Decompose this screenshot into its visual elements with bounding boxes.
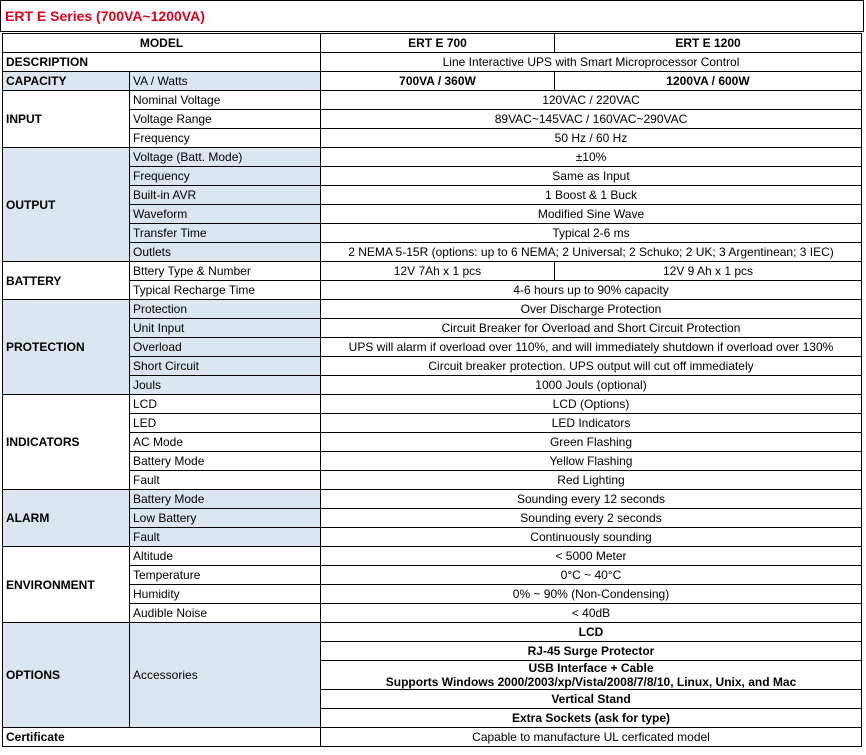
protection-row xyxy=(3,357,862,376)
environment-row xyxy=(3,585,862,604)
alarm-row-value: Sounding every 12 seconds xyxy=(321,490,862,509)
input-row-label: Frequency xyxy=(130,129,321,148)
header-row xyxy=(3,34,862,53)
options-label: OPTIONS xyxy=(3,623,130,728)
battery-recharge-value: 4-6 hours up to 90% capacity xyxy=(321,281,862,300)
environment-label: ENVIRONMENT xyxy=(3,547,130,623)
indicators-row-value: Green Flashing xyxy=(321,433,862,452)
capacity-row xyxy=(3,72,862,91)
indicators-row-value: LCD (Options) xyxy=(321,395,862,414)
indicators-row-label: LED xyxy=(130,414,321,433)
battery-label: BATTERY xyxy=(3,262,130,300)
series-title: ERT E Series (700VA~1200VA) xyxy=(5,8,205,24)
battery-type-label: Bttery Type & Number xyxy=(130,262,321,281)
battery-type-1200: 12V 9 Ah x 1 pcs xyxy=(555,262,862,281)
output-row-value: Same as Input xyxy=(321,167,862,186)
output-row xyxy=(3,167,862,186)
indicators-row-label: LCD xyxy=(130,395,321,414)
options-row xyxy=(3,623,862,642)
output-label: OUTPUT xyxy=(3,148,130,262)
options-item: RJ-45 Surge Protector xyxy=(321,642,862,661)
title-bar xyxy=(0,0,864,32)
capacity-700: 700VA / 360W xyxy=(321,72,555,91)
output-row xyxy=(3,224,862,243)
input-row-value: 120VAC / 220VAC xyxy=(321,91,862,110)
environment-row xyxy=(3,566,862,585)
indicators-row xyxy=(3,414,862,433)
spec-table xyxy=(2,33,862,747)
input-row-value: 89VAC~145VAC / 160VAC~290VAC xyxy=(321,110,862,129)
certificate-value: Capable to manufacture UL cerficated model xyxy=(321,728,862,747)
protection-row-value: Over Discharge Protection xyxy=(321,300,862,319)
output-row-label: Outlets xyxy=(130,243,321,262)
output-row-label: Built-in AVR xyxy=(130,186,321,205)
output-row-value: ±10% xyxy=(321,148,862,167)
protection-row-label: Protection xyxy=(130,300,321,319)
protection-row-label: Short Circuit xyxy=(130,357,321,376)
protection-row-label: Overload xyxy=(130,338,321,357)
protection-row-value: Circuit breaker protection. UPS output will cut off immediately xyxy=(321,357,862,376)
output-row xyxy=(3,186,862,205)
environment-row xyxy=(3,547,862,566)
input-row-label: Voltage Range xyxy=(130,110,321,129)
indicators-row xyxy=(3,452,862,471)
environment-row xyxy=(3,604,862,623)
protection-row xyxy=(3,300,862,319)
certificate-row xyxy=(3,728,862,747)
battery-row xyxy=(3,262,862,281)
input-row-value: 50 Hz / 60 Hz xyxy=(321,129,862,148)
model-label: MODEL xyxy=(3,34,321,53)
capacity-1200: 1200VA / 600W xyxy=(555,72,862,91)
output-row-label: Transfer Time xyxy=(130,224,321,243)
protection-row xyxy=(3,319,862,338)
output-row-value: Typical 2-6 ms xyxy=(321,224,862,243)
environment-row-value: 0% ~ 90% (Non-Condensing) xyxy=(321,585,862,604)
options-sub: Accessories xyxy=(130,623,321,728)
description-value: Line Interactive UPS with Smart Microprocessor Control xyxy=(321,53,862,72)
alarm-row xyxy=(3,528,862,547)
indicators-row-label: AC Mode xyxy=(130,433,321,452)
environment-row-value: < 5000 Meter xyxy=(321,547,862,566)
protection-row-value: Circuit Breaker for Overload and Short Circuit Protection xyxy=(321,319,862,338)
indicators-row-label: Fault xyxy=(130,471,321,490)
alarm-row xyxy=(3,490,862,509)
output-row-value: 2 NEMA 5-15R (options: up to 6 NEMA; 2 Universal; 2 Schuko; 2 UK; 3 Argentinean; 3 IEC) xyxy=(321,243,862,262)
alarm-row-label: Low Battery xyxy=(130,509,321,528)
output-row-value: 1 Boost & 1 Buck xyxy=(321,186,862,205)
alarm-row-label: Fault xyxy=(130,528,321,547)
options-item: Vertical Stand xyxy=(321,690,862,709)
indicators-label: INDICATORS xyxy=(3,395,130,490)
capacity-label: CAPACITY xyxy=(3,72,130,91)
output-row xyxy=(3,243,862,262)
protection-row xyxy=(3,338,862,357)
alarm-row xyxy=(3,509,862,528)
input-row xyxy=(3,91,862,110)
input-row-label: Nominal Voltage xyxy=(130,91,321,110)
protection-label: PROTECTION xyxy=(3,300,130,395)
battery-recharge-label: Typical Recharge Time xyxy=(130,281,321,300)
output-row-label: Frequency xyxy=(130,167,321,186)
description-row xyxy=(3,53,862,72)
battery-type-700: 12V 7Ah x 1 pcs xyxy=(321,262,555,281)
model-1200: ERT E 1200 xyxy=(555,34,862,53)
protection-row-label: Unit Input xyxy=(130,319,321,338)
options-item: LCD xyxy=(321,623,862,642)
protection-row-value: 1000 Jouls (optional) xyxy=(321,376,862,395)
indicators-row-value: Yellow Flashing xyxy=(321,452,862,471)
certificate-label: Certificate xyxy=(3,728,321,747)
protection-row xyxy=(3,376,862,395)
indicators-row xyxy=(3,471,862,490)
indicators-row xyxy=(3,395,862,414)
indicators-row-label: Battery Mode xyxy=(130,452,321,471)
alarm-row-value: Continuously sounding xyxy=(321,528,862,547)
capacity-sub: VA / Watts xyxy=(130,72,321,91)
options-item: Supports Windows 2000/2003/xp/Vista/2008/7/8/10, Linux, Unix, and Mac xyxy=(385,675,797,689)
environment-row-label: Altitude xyxy=(130,547,321,566)
alarm-row-label: Battery Mode xyxy=(130,490,321,509)
input-row xyxy=(3,129,862,148)
output-row xyxy=(3,205,862,224)
environment-row-label: Audible Noise xyxy=(130,604,321,623)
battery-row xyxy=(3,281,862,300)
environment-row-value: 0°C ~ 40°C xyxy=(321,566,862,585)
alarm-label: ALARM xyxy=(3,490,130,547)
input-label: INPUT xyxy=(3,91,130,148)
input-row xyxy=(3,110,862,129)
environment-row-label: Humidity xyxy=(130,585,321,604)
options-item-usb xyxy=(321,661,862,690)
indicators-row xyxy=(3,433,862,452)
options-item: Extra Sockets (ask for type) xyxy=(321,709,862,728)
model-700: ERT E 700 xyxy=(321,34,555,53)
output-row-label: Voltage (Batt. Mode) xyxy=(130,148,321,167)
protection-row-label: Jouls xyxy=(130,376,321,395)
protection-row-value: UPS will alarm if overload over 110%, and will immediately shutdown if overload over 130% xyxy=(321,338,862,357)
environment-row-value: < 40dB xyxy=(321,604,862,623)
options-item: USB Interface + Cable xyxy=(528,661,654,675)
indicators-row-value: Red Lighting xyxy=(321,471,862,490)
output-row-value: Modified Sine Wave xyxy=(321,205,862,224)
description-label: DESCRIPTION xyxy=(3,53,321,72)
output-row xyxy=(3,148,862,167)
indicators-row-value: LED Indicators xyxy=(321,414,862,433)
environment-row-label: Temperature xyxy=(130,566,321,585)
alarm-row-value: Sounding every 2 seconds xyxy=(321,509,862,528)
output-row-label: Waveform xyxy=(130,205,321,224)
